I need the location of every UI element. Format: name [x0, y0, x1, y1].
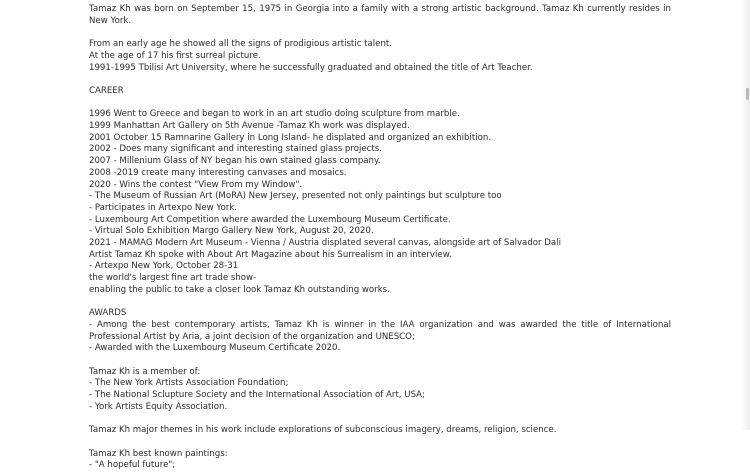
career-line: 1999 Manhattan Art Gallery on 5th Avenue -Tamaz Kh work was displayed. [89, 120, 410, 131]
career-list [89, 109, 671, 296]
career-line: - Luxembourg Art Competition where awarded the Luxembourg Museum Certificate. [89, 214, 451, 225]
award-item-luxembourg: - Awarded with the Luxembourg Museum Certificate 2020. [89, 343, 341, 354]
intro-talent-paragraph [89, 39, 671, 74]
career-line: - Participates in Artexpo New York. [89, 202, 237, 213]
career-line: 2001 October 15 Ramnarine Gallery in Long Island- he displated and organized an exhibition. [89, 132, 492, 143]
awards-list [89, 320, 671, 355]
career-line: 2020 - Wins the contest "View From my Window". [89, 179, 303, 190]
career-line: - The Museum of Russian Art (MoRA) New Jersey, presented not only paintings but sculpture too [89, 191, 502, 202]
membership-intro: Tamaz Kh is a member of: [89, 366, 201, 377]
painting-item: - "A hopeful future"; [89, 460, 176, 471]
career-heading: CAREER [89, 85, 124, 96]
scrollbar-thumb[interactable] [746, 88, 749, 100]
career-line: 2021 - MAMAG Modern Art Museum - Vienna / Austria displated several canvas, alongside art of Salvador Dali [89, 238, 561, 249]
career-line: - Virtual Solo Exhibition Margo Gallery New York, August 20, 2020. [89, 226, 374, 237]
document-body [89, 4, 671, 472]
career-line: 2007 - Millenium Glass of NY began his own stained glass company. [89, 156, 381, 167]
paintings-intro: Tamaz Kh best known paintings: [89, 448, 228, 459]
career-line: enabling the public to take a closer look Tamaz Kh outstanding works. [89, 284, 390, 295]
membership-list [89, 367, 671, 414]
page-edge-shadow [740, 0, 750, 430]
career-line: Artist Tamaz Kh spoke with About Art Magazine about his Surrealism in an interview. [89, 249, 452, 260]
career-line: - Artexpo New York, October 28-31 [89, 261, 239, 272]
career-line: 1996 Went to Greece and began to work in an art studio doing sculpture from marble. [89, 109, 460, 120]
talent-line: From an early age he showed all the signs of prodigious artistic talent. [89, 39, 393, 50]
membership-item: - The New York Artists Association Foundation; [89, 378, 289, 389]
themes-paragraph: Tamaz Kh major themes in his work include explorations of subconscious imagery, dreams, religion, science. [89, 425, 557, 436]
talent-line: At the age of 17 his first surreal picture. [89, 50, 261, 61]
career-line: 2008 -2019 create many interesting canvases and mosaics. [89, 167, 347, 178]
membership-item: - York Artists Equity Association. [89, 401, 228, 412]
awards-heading: AWARDS [89, 308, 127, 319]
paintings-list [89, 449, 671, 472]
award-item-iaa: - Among the best contemporary artists, Tamaz Kh is winner in the IAA organization and was awarded the title of International Professional Artist by Aria, a joint decision of the organization and UNESCO; [89, 319, 671, 342]
membership-item: - The National Sclupture Society and the International Association of Art, USA; [89, 390, 425, 401]
career-line: the world's largest fine art trade show- [89, 273, 257, 284]
career-line: 2002 - Does many significant and interesting stained glass projects. [89, 144, 382, 155]
talent-line: 1991-1995 Tbilisi Art University, where he successfully graduated and obtained the title of Art Teacher. [89, 62, 533, 73]
intro-birth-paragraph: Tamaz Kh was born on September 15, 1975 in Georgia into a family with a strong artistic background. Tamaz Kh currently resides in New York. [89, 4, 671, 26]
